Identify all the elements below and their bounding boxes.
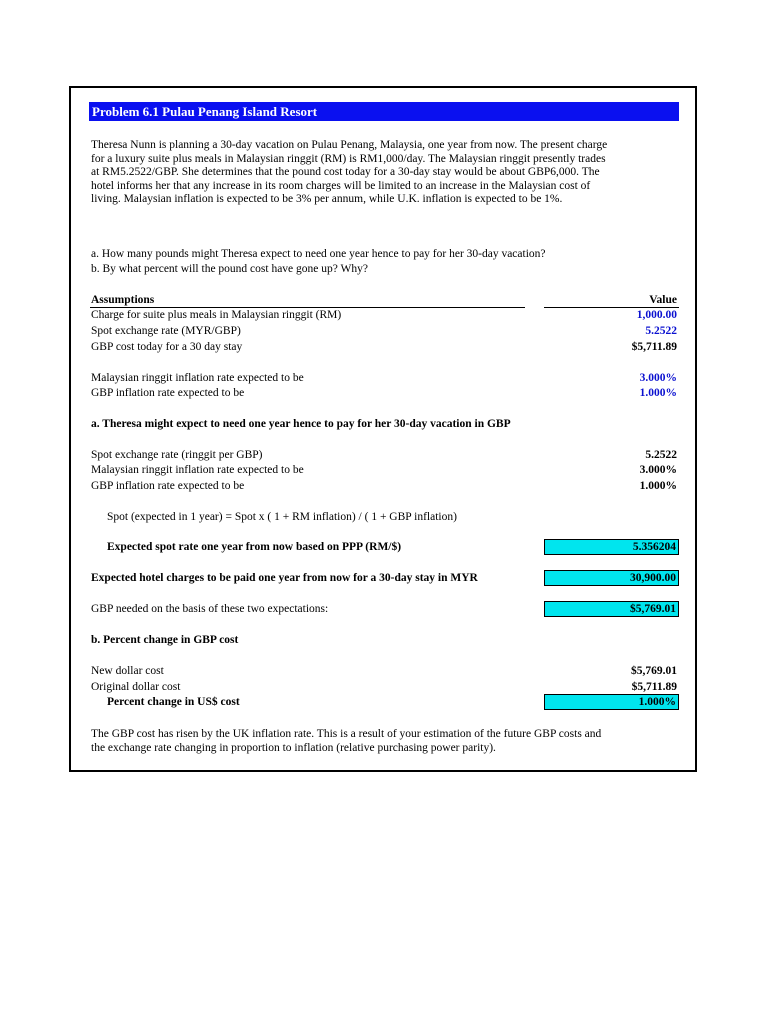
question-b: b. By what percent will the pound cost have gone up? Why?	[91, 263, 368, 275]
original-cost-value: $5,711.89	[631, 681, 677, 693]
assumption-value: 1,000.00	[636, 309, 677, 321]
intro-line: for a luxury suite plus meals in Malaysian ringgit (RM) is RM1,000/day. The Malaysian ringgit presently trades	[91, 152, 606, 165]
gbp-needed-label: GBP needed on the basis of these two expectations:	[91, 603, 329, 615]
question-a: a. How many pounds might Theresa expect to need one year hence to pay for her 30-day vacation?	[91, 248, 546, 260]
hotel-charges-label: Expected hotel charges to be paid one year from now for a 30-day stay in MYR	[91, 572, 478, 584]
assumption-label: Malaysian ringgit inflation rate expected to be	[91, 372, 304, 384]
intro-line: at RM5.2522/GBP. She determines that the pound cost today for a 30-day stay would be about GBP6,000. The	[91, 166, 600, 178]
part-a-label: GBP inflation rate expected to be	[91, 480, 245, 492]
intro-line: living. Malaysian inflation is expected to be 3% per annum, while U.K. inflation is expected to be 1%.	[91, 193, 563, 205]
gbp-needed-value: $5,769.01	[544, 601, 679, 617]
part-a-label: Malaysian ringgit inflation rate expected to be	[91, 464, 304, 476]
assumption-label: GBP inflation rate expected to be	[91, 387, 245, 399]
part-a-value: 3.000%	[639, 464, 677, 476]
conclusion-line: The GBP cost has risen by the UK inflation rate. This is a result of your estimation of the future GBP costs and	[91, 728, 602, 740]
percent-change-label: Percent change in US$ cost	[107, 696, 240, 708]
part-b-heading: b. Percent change in GBP cost	[91, 634, 239, 646]
hotel-charges-value: 30,900.00	[544, 570, 679, 586]
assumption-label: Spot exchange rate (MYR/GBP)	[91, 325, 241, 337]
assumption-label: Charge for suite plus meals in Malaysian ringgit (RM)	[91, 309, 342, 321]
new-cost-value: $5,769.01	[631, 665, 677, 677]
expected-spot-value: 5.356204	[544, 539, 679, 555]
part-a-value: 1.000%	[639, 480, 677, 492]
original-cost-label: Original dollar cost	[91, 681, 181, 693]
part-a-heading: a. Theresa might expect to need one year hence to pay for her 30-day vacation in GBP	[91, 418, 511, 430]
intro-paragraph	[91, 139, 681, 207]
ppp-formula: Spot (expected in 1 year) = Spot x ( 1 + RM inflation) / ( 1 + GBP inflation)	[107, 511, 457, 523]
assumption-value: $5,711.89	[631, 341, 677, 353]
intro-line: hotel informs her that any increase in its room charges will be limited to an increase in the Malaysian cost of	[91, 179, 591, 192]
assumption-value: 1.000%	[639, 387, 677, 399]
assumption-value: 5.2522	[645, 325, 677, 337]
conclusion-paragraph	[91, 728, 681, 755]
problem-title: Problem 6.1 Pulau Penang Island Resort	[89, 102, 679, 121]
part-a-label: Spot exchange rate (ringgit per GBP)	[91, 449, 263, 461]
assumptions-header: Assumptions	[91, 294, 155, 306]
assumption-value: 3.000%	[639, 372, 677, 384]
value-header: Value	[649, 294, 677, 306]
assumption-label: GBP cost today for a 30 day stay	[91, 341, 243, 353]
expected-spot-label: Expected spot rate one year from now based on PPP (RM/$)	[107, 541, 402, 553]
part-a-value: 5.2522	[645, 449, 677, 461]
percent-change-value: 1.000%	[544, 694, 679, 710]
new-cost-label: New dollar cost	[91, 665, 164, 677]
conclusion-line: the exchange rate changing in proportion to inflation (relative purchasing power parity).	[91, 741, 496, 754]
intro-line: Theresa Nunn is planning a 30-day vacation on Pulau Penang, Malaysia, one year from now. The present charge	[91, 139, 608, 151]
